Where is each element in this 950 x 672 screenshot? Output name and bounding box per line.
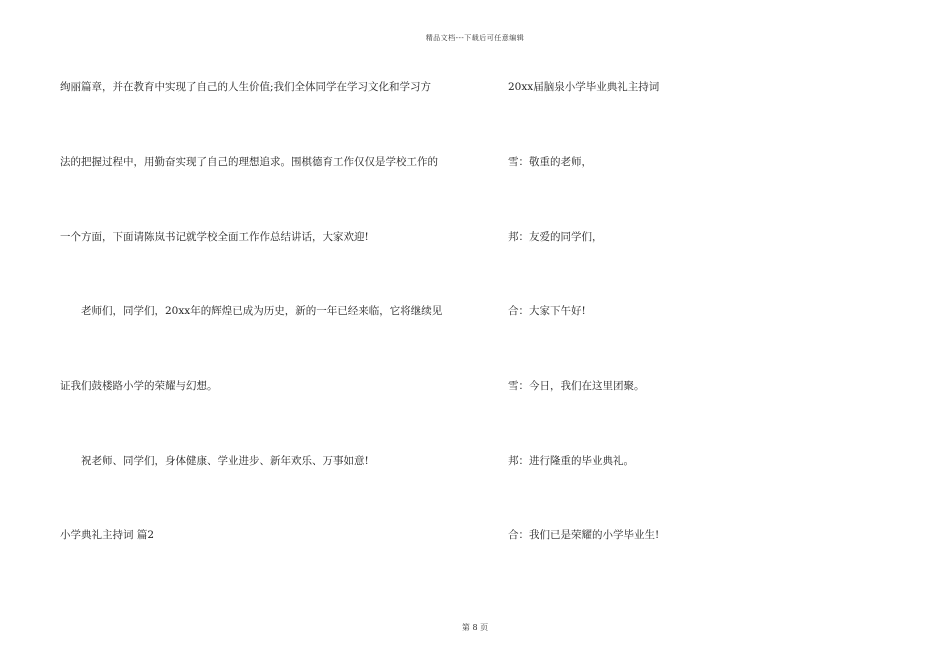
section-heading: 小学典礼主持词 篇2 xyxy=(60,529,155,541)
right-line-4: 合：大家下午好! xyxy=(508,305,586,317)
left-line-1: 绚丽篇章，并在教育中实现了自己的人生价值;我们全体同学在学习文化和学习方 xyxy=(60,81,432,93)
right-line-6: 邦：进行隆重的毕业典礼。 xyxy=(508,455,634,467)
left-line-4: 老师们，同学们，20xx年的辉煌已成为历史，新的一年已经来临，它将继续见 xyxy=(81,305,443,317)
page-header: 精品文档---下载后可任意编辑 xyxy=(425,34,525,42)
page-number: 第 8 页 xyxy=(461,623,489,632)
left-line-5: 证我们鼓楼路小学的荣耀与幻想。 xyxy=(60,380,218,392)
left-line-3: 一个方面，下面请陈岚书记就学校全面工作作总结讲话，大家欢迎! xyxy=(60,231,369,243)
right-line-5: 雪：今日，我们在这里团聚。 xyxy=(508,380,645,392)
left-line-2: 法的把握过程中，用勤奋实现了自己的理想追求。围棋德育工作仅仅是学校工作的 xyxy=(60,156,438,168)
right-line-2: 雪：敬重的老师， xyxy=(508,156,592,168)
right-line-3: 邦：友爱的同学们， xyxy=(508,231,603,243)
right-title: 20xx届脑泉小学毕业典礼主持词 xyxy=(508,81,660,93)
right-line-7: 合：我们已是荣耀的小学毕业生! xyxy=(508,529,660,541)
left-line-6: 祝老师、同学们，身体健康、学业进步、新年欢乐、万事如意! xyxy=(81,455,369,467)
